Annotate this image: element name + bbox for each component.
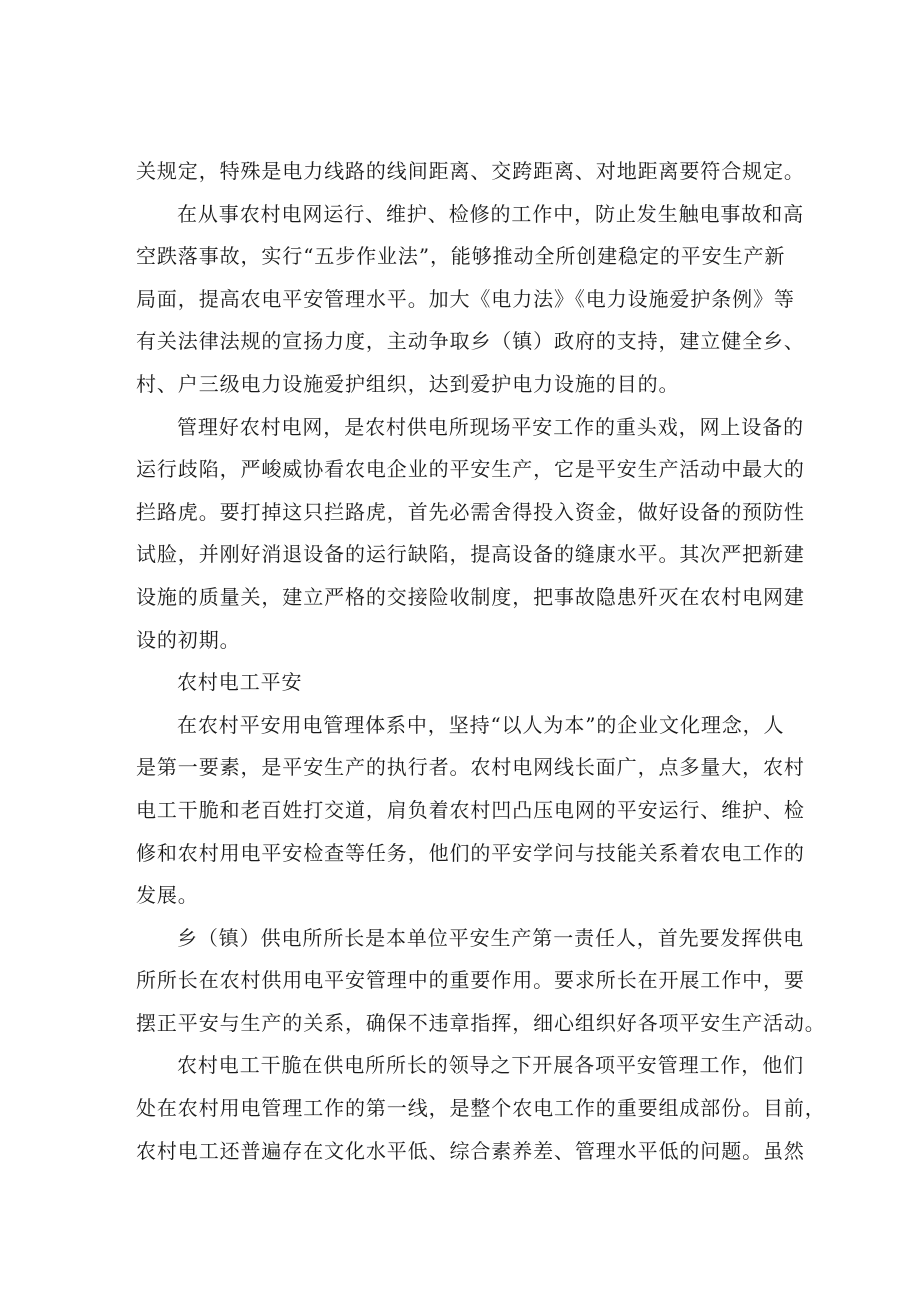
paragraph-first-line: 农村电工干脆在供电所所长的领导之下开展各项平安管理工作，他们 (177, 1053, 804, 1078)
paragraph-line: 修和农村用电平安检查等任务，他们的平安学问与技能关系着农电工作的 (136, 840, 805, 865)
paragraph-line: 处在农村用电管理工作的第一线，是整个农电工作的重要组成部份。目前， (136, 1096, 826, 1121)
section-heading: 农村电工平安 (177, 670, 303, 695)
document-body (136, 150, 826, 1172)
paragraph-line: 设施的质量关，建立严格的交接险收制度，把事故隐患歼灭在农村电网建 (136, 584, 805, 609)
paragraph-line: 农村电工还普遍存在文化水平低、综合素养差、管理水平低的问题。虽然 (136, 1138, 805, 1163)
paragraph-first-line: 在农村平安用电管理体系中，坚持“以人为本”的企业文化理念，人 (177, 712, 785, 737)
paragraph-line: 试脸，并刚好消退设备的运行缺陷，提高设备的缝康水平。其次严把新建 (136, 542, 805, 567)
paragraph-line: 发展。 (136, 883, 199, 908)
paragraph-line: 局面，提高农电平安管理水平。加大《电力法》《电力设施爱护条例》等 (136, 286, 795, 311)
paragraph-first-line: 乡（镇）供电所所长是本单位平安生产第一责任人，首先要发挥供电 (177, 925, 804, 950)
paragraph-line: 关规定，特殊是电力线路的线间距离、交跨距离、对地距离要符合规定。 (136, 159, 805, 183)
paragraph-first-line: 管理好农村电网，是农村供电所现场平安工作的重头戏，网上设备的 (177, 414, 804, 439)
paragraph-line: 村、户三级电力设施爱护组织，达到爱护电力设施的目的。 (136, 371, 680, 396)
paragraph-line: 运行歧陷，严峻威协看农电企业的平安生产，它是平安生产活动中最大的 (136, 457, 805, 482)
paragraph-line: 有关法律法规的宣扬力度，主动争取乡（镇）政府的支持，建立健全乡、 (136, 329, 805, 354)
paragraph-line: 所所长在农村供用电平安管理中的重要作用。要求所长在开展工作中，要 (136, 968, 805, 993)
paragraph-line: 空跌落事故，实行“五步作业法”，能够推动全所创建稳定的平安生产新 (136, 244, 786, 269)
paragraph-first-line: 在从事农村电网运行、维护、检修的工作中，防止发生触电事故和高 (177, 201, 804, 226)
paragraph-line: 摆正平安与生产的关系，确保不违章指挥，细心组织好各项平安生产活动。 (136, 1010, 826, 1035)
paragraph-line: 电工干脆和老百姓打交道，肩负着农村凹凸压电网的平安运行、维护、检 (136, 797, 805, 822)
paragraph-line: 设的初期。 (136, 627, 241, 652)
paragraph-line: 是第一要素，是平安生产的执行者。农村电网线长面广，点多量大，农村 (136, 755, 805, 780)
paragraph-line: 拦路虎。要打掉这只拦路虎，首先必需舍得投入资金，做好设备的预防性 (136, 499, 805, 524)
